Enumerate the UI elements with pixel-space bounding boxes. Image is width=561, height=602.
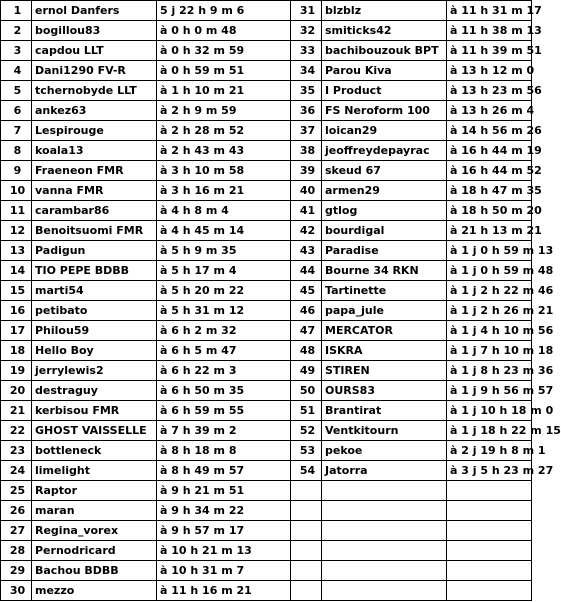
right-time-cell: à 1 j 0 h 59 m 48 [447, 261, 532, 281]
left-time-cell: à 4 h 45 m 14 [157, 221, 291, 241]
left-name-cell: limelight [32, 461, 157, 481]
right-rank-cell: 37 [291, 121, 322, 141]
right-rank-cell [291, 561, 322, 581]
right-name-cell: smiticks42 [322, 21, 447, 41]
right-rank-cell [291, 501, 322, 521]
left-time-cell: à 6 h 50 m 35 [157, 381, 291, 401]
right-rank-cell: 39 [291, 161, 322, 181]
right-rank-cell: 50 [291, 381, 322, 401]
right-rank-cell: 38 [291, 141, 322, 161]
right-name-cell [322, 561, 447, 581]
table-row [1, 1, 532, 21]
right-time-cell: à 11 h 38 m 13 [447, 21, 532, 41]
left-name-cell: ankez63 [32, 101, 157, 121]
table-row [1, 521, 532, 541]
right-time-cell [447, 501, 532, 521]
right-name-cell: Bourne 34 RKN [322, 261, 447, 281]
left-time-cell: à 9 h 21 m 51 [157, 481, 291, 501]
left-rank-cell: 28 [1, 541, 32, 561]
left-time-cell: à 3 h 10 m 58 [157, 161, 291, 181]
left-name-cell: vanna FMR [32, 181, 157, 201]
table-row [1, 81, 532, 101]
right-time-cell: à 1 j 2 h 22 m 46 [447, 281, 532, 301]
left-name-cell: Bachou BDBB [32, 561, 157, 581]
left-rank-cell: 8 [1, 141, 32, 161]
right-rank-cell: 52 [291, 421, 322, 441]
left-name-cell: bottleneck [32, 441, 157, 461]
right-name-cell: papa_jule [322, 301, 447, 321]
left-rank-cell: 3 [1, 41, 32, 61]
left-rank-cell: 6 [1, 101, 32, 121]
left-name-cell: petibato [32, 301, 157, 321]
left-name-cell: tchernobyde LLT [32, 81, 157, 101]
right-name-cell: pekoe [322, 441, 447, 461]
left-name-cell: Philou59 [32, 321, 157, 341]
table-row [1, 321, 532, 341]
left-rank-cell: 2 [1, 21, 32, 41]
right-name-cell: loican29 [322, 121, 447, 141]
left-rank-cell: 21 [1, 401, 32, 421]
left-name-cell: mezzo [32, 581, 157, 601]
left-time-cell: à 5 h 31 m 12 [157, 301, 291, 321]
left-name-cell: Hello Boy [32, 341, 157, 361]
left-time-cell: à 7 h 39 m 2 [157, 421, 291, 441]
left-name-cell: Padigun [32, 241, 157, 261]
table-row [1, 301, 532, 321]
right-name-cell [322, 501, 447, 521]
table-row [1, 541, 532, 561]
right-time-cell: à 21 h 13 m 21 [447, 221, 532, 241]
right-time-cell [447, 541, 532, 561]
right-time-cell: à 13 h 26 m 4 [447, 101, 532, 121]
left-time-cell: à 0 h 0 m 48 [157, 21, 291, 41]
right-name-cell: blzblz [322, 1, 447, 21]
right-name-cell: jeoffreydepayrac [322, 141, 447, 161]
table-row [1, 181, 532, 201]
table-row [1, 61, 532, 81]
left-time-cell: à 2 h 43 m 43 [157, 141, 291, 161]
left-time-cell: à 10 h 31 m 7 [157, 561, 291, 581]
table-row [1, 141, 532, 161]
right-rank-cell: 31 [291, 1, 322, 21]
right-rank-cell: 41 [291, 201, 322, 221]
right-rank-cell: 42 [291, 221, 322, 241]
left-name-cell: kerbisou FMR [32, 401, 157, 421]
right-time-cell: à 1 j 18 h 22 m 15 [447, 421, 532, 441]
table-row [1, 221, 532, 241]
left-time-cell: 5 j 22 h 9 m 6 [157, 1, 291, 21]
right-rank-cell: 40 [291, 181, 322, 201]
left-time-cell: à 2 h 9 m 59 [157, 101, 291, 121]
right-time-cell: à 18 h 47 m 35 [447, 181, 532, 201]
left-name-cell: ernol Danfers [32, 1, 157, 21]
left-time-cell: à 6 h 59 m 55 [157, 401, 291, 421]
right-name-cell [322, 541, 447, 561]
right-name-cell: bourdigal [322, 221, 447, 241]
left-name-cell: marti54 [32, 281, 157, 301]
right-time-cell: à 11 h 31 m 17 [447, 1, 532, 21]
right-time-cell: à 13 h 12 m 0 [447, 61, 532, 81]
left-rank-cell: 18 [1, 341, 32, 361]
right-rank-cell: 48 [291, 341, 322, 361]
right-rank-cell: 53 [291, 441, 322, 461]
left-time-cell: à 2 h 28 m 52 [157, 121, 291, 141]
left-name-cell: maran [32, 501, 157, 521]
right-rank-cell [291, 521, 322, 541]
right-time-cell: à 13 h 23 m 56 [447, 81, 532, 101]
left-name-cell: Fraeneon FMR [32, 161, 157, 181]
table-row [1, 581, 532, 601]
right-name-cell: FS Neroform 100 [322, 101, 447, 121]
right-time-cell: à 1 j 9 h 56 m 57 [447, 381, 532, 401]
right-rank-cell: 32 [291, 21, 322, 41]
right-time-cell: à 14 h 56 m 26 [447, 121, 532, 141]
table-row [1, 241, 532, 261]
right-name-cell: Brantirat [322, 401, 447, 421]
table-row [1, 401, 532, 421]
left-time-cell: à 3 h 16 m 21 [157, 181, 291, 201]
table-row [1, 121, 532, 141]
right-rank-cell: 49 [291, 361, 322, 381]
table-row [1, 381, 532, 401]
right-time-cell: à 11 h 39 m 51 [447, 41, 532, 61]
right-time-cell [447, 561, 532, 581]
right-time-cell: à 1 j 4 h 10 m 56 [447, 321, 532, 341]
left-time-cell: à 8 h 18 m 8 [157, 441, 291, 461]
left-rank-cell: 14 [1, 261, 32, 281]
right-time-cell: à 2 j 19 h 8 m 1 [447, 441, 532, 461]
left-time-cell: à 1 h 10 m 21 [157, 81, 291, 101]
right-time-cell: à 1 j 0 h 59 m 13 [447, 241, 532, 261]
right-name-cell: MERCATOR [322, 321, 447, 341]
left-time-cell: à 0 h 32 m 59 [157, 41, 291, 61]
table-row [1, 501, 532, 521]
left-name-cell: capdou LLT [32, 41, 157, 61]
left-time-cell: à 9 h 34 m 22 [157, 501, 291, 521]
left-time-cell: à 4 h 8 m 4 [157, 201, 291, 221]
left-rank-cell: 17 [1, 321, 32, 341]
left-name-cell: koala13 [32, 141, 157, 161]
right-time-cell: à 3 j 5 h 23 m 27 [447, 461, 532, 481]
left-name-cell: GHOST VAISSELLE [32, 421, 157, 441]
left-name-cell: Dani1290 FV-R [32, 61, 157, 81]
left-time-cell: à 8 h 49 m 57 [157, 461, 291, 481]
table-row [1, 281, 532, 301]
right-name-cell: armen29 [322, 181, 447, 201]
right-time-cell: à 16 h 44 m 52 [447, 161, 532, 181]
left-name-cell: Lespirouge [32, 121, 157, 141]
right-name-cell: Jatorra [322, 461, 447, 481]
left-time-cell: à 5 h 9 m 35 [157, 241, 291, 261]
left-rank-cell: 22 [1, 421, 32, 441]
left-name-cell: jerrylewis2 [32, 361, 157, 381]
left-time-cell: à 0 h 59 m 51 [157, 61, 291, 81]
table-row [1, 21, 532, 41]
right-name-cell: gtlog [322, 201, 447, 221]
right-time-cell: à 1 j 10 h 18 m 0 [447, 401, 532, 421]
left-rank-cell: 4 [1, 61, 32, 81]
right-name-cell: Paradise [322, 241, 447, 261]
left-name-cell: bogillou83 [32, 21, 157, 41]
left-rank-cell: 29 [1, 561, 32, 581]
left-rank-cell: 16 [1, 301, 32, 321]
left-rank-cell: 24 [1, 461, 32, 481]
left-rank-cell: 19 [1, 361, 32, 381]
right-rank-cell [291, 541, 322, 561]
left-name-cell: Benoitsuomi FMR [32, 221, 157, 241]
right-time-cell: à 1 j 7 h 10 m 18 [447, 341, 532, 361]
left-rank-cell: 20 [1, 381, 32, 401]
table-row [1, 421, 532, 441]
left-time-cell: à 5 h 17 m 4 [157, 261, 291, 281]
left-rank-cell: 23 [1, 441, 32, 461]
right-rank-cell: 46 [291, 301, 322, 321]
right-rank-cell: 35 [291, 81, 322, 101]
left-name-cell: Raptor [32, 481, 157, 501]
table-row [1, 561, 532, 581]
left-time-cell: à 5 h 20 m 22 [157, 281, 291, 301]
right-time-cell [447, 521, 532, 541]
right-time-cell: à 1 j 8 h 23 m 36 [447, 361, 532, 381]
left-time-cell: à 6 h 2 m 32 [157, 321, 291, 341]
right-rank-cell: 34 [291, 61, 322, 81]
left-name-cell: carambar86 [32, 201, 157, 221]
right-time-cell: à 16 h 44 m 19 [447, 141, 532, 161]
right-name-cell: skeud 67 [322, 161, 447, 181]
table-row [1, 441, 532, 461]
right-rank-cell: 44 [291, 261, 322, 281]
right-time-cell: à 1 j 2 h 26 m 21 [447, 301, 532, 321]
left-name-cell: Pernodricard [32, 541, 157, 561]
right-time-cell [447, 581, 532, 601]
left-name-cell: Regina_vorex [32, 521, 157, 541]
left-name-cell: destraguy [32, 381, 157, 401]
left-name-cell: TIO PEPE BDBB [32, 261, 157, 281]
left-time-cell: à 9 h 57 m 17 [157, 521, 291, 541]
table-row [1, 261, 532, 281]
left-rank-cell: 13 [1, 241, 32, 261]
table-row [1, 341, 532, 361]
right-name-cell [322, 521, 447, 541]
left-rank-cell: 1 [1, 1, 32, 21]
table-row [1, 41, 532, 61]
left-rank-cell: 12 [1, 221, 32, 241]
right-name-cell: STIREN [322, 361, 447, 381]
table-row [1, 361, 532, 381]
left-rank-cell: 25 [1, 481, 32, 501]
right-name-cell: OURS83 [322, 381, 447, 401]
left-rank-cell: 27 [1, 521, 32, 541]
right-rank-cell: 54 [291, 461, 322, 481]
left-time-cell: à 6 h 22 m 3 [157, 361, 291, 381]
right-name-cell: Tartinette [322, 281, 447, 301]
left-rank-cell: 11 [1, 201, 32, 221]
right-name-cell [322, 581, 447, 601]
standings-body [1, 1, 561, 601]
left-rank-cell: 5 [1, 81, 32, 101]
table-row [1, 461, 532, 481]
right-name-cell: ISKRA [322, 341, 447, 361]
right-name-cell: bachibouzouk BPT [322, 41, 447, 61]
right-name-cell: Parou Kiva [322, 61, 447, 81]
table-row [1, 161, 532, 181]
left-rank-cell: 15 [1, 281, 32, 301]
right-rank-cell: 45 [291, 281, 322, 301]
right-rank-cell: 36 [291, 101, 322, 121]
right-rank-cell: 43 [291, 241, 322, 261]
right-name-cell: I Product [322, 81, 447, 101]
table-row [1, 201, 532, 221]
right-time-cell [447, 481, 532, 501]
right-rank-cell [291, 481, 322, 501]
right-name-cell [322, 481, 447, 501]
left-time-cell: à 10 h 21 m 13 [157, 541, 291, 561]
left-rank-cell: 9 [1, 161, 32, 181]
left-time-cell: à 11 h 16 m 21 [157, 581, 291, 601]
table-row [1, 481, 532, 501]
left-rank-cell: 7 [1, 121, 32, 141]
left-rank-cell: 26 [1, 501, 32, 521]
left-rank-cell: 10 [1, 181, 32, 201]
right-rank-cell: 33 [291, 41, 322, 61]
left-rank-cell: 30 [1, 581, 32, 601]
left-time-cell: à 6 h 5 m 47 [157, 341, 291, 361]
right-rank-cell [291, 581, 322, 601]
right-time-cell: à 18 h 50 m 20 [447, 201, 532, 221]
table-row [1, 101, 532, 121]
right-rank-cell: 47 [291, 321, 322, 341]
right-rank-cell: 51 [291, 401, 322, 421]
right-name-cell: Ventkitourn [322, 421, 447, 441]
